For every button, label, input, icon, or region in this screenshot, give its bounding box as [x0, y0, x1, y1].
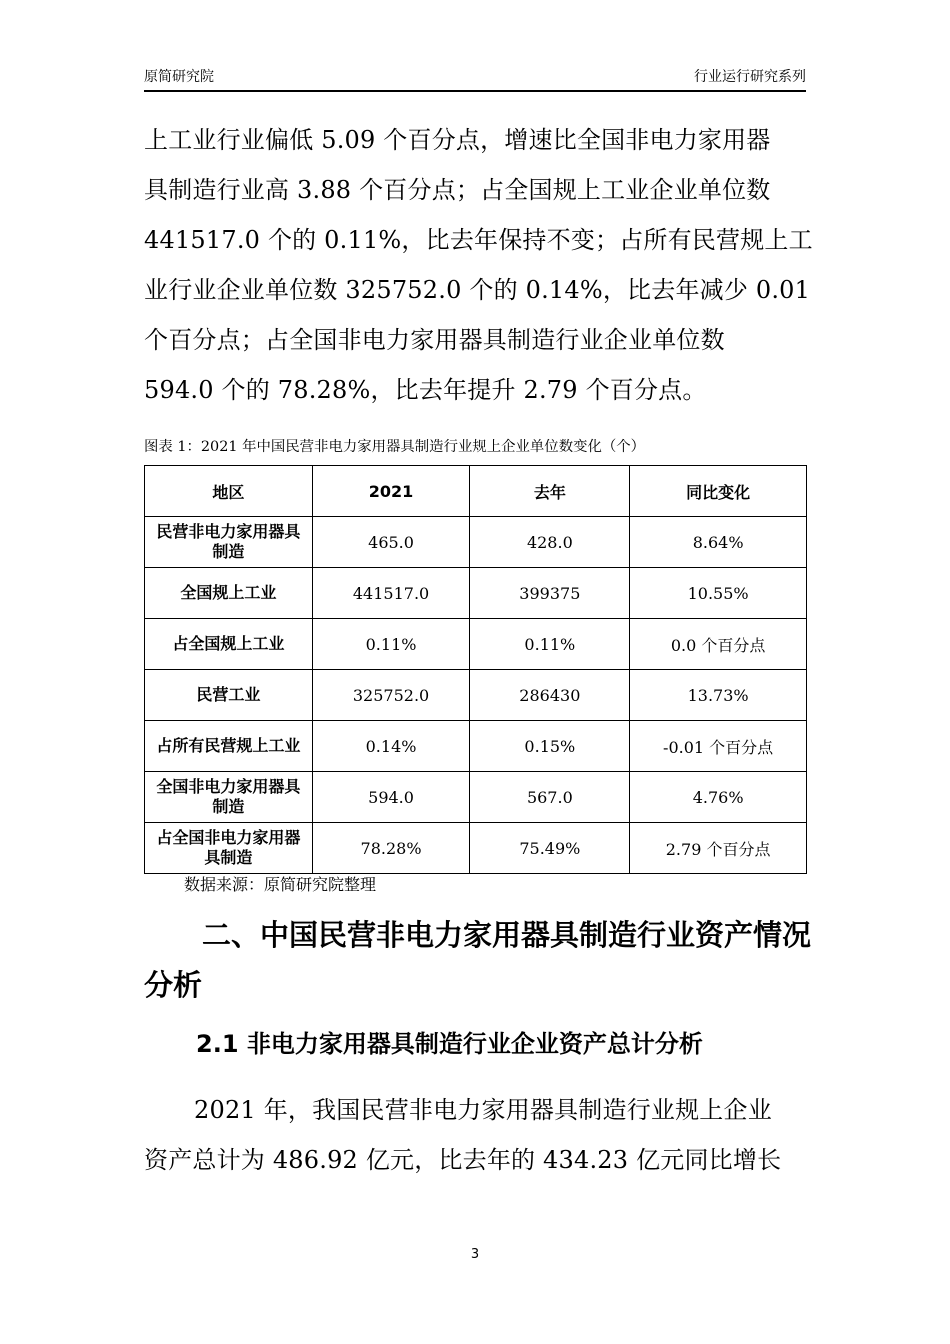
row-label: 全国非电力家用器具制造 [145, 772, 313, 823]
header-org: 原简研究院 [144, 69, 214, 85]
enterprise-count-table [144, 465, 807, 874]
table-row [145, 517, 807, 568]
cell-change: 13.73% [630, 670, 807, 721]
subsection-heading: 2.1 非电力家用器具制造行业企业资产总计分析 [196, 1030, 703, 1058]
row-label: 占全国非电力家用器具制造 [145, 823, 313, 874]
para-line: 资产总计为 486.92 亿元，比去年的 434.23 亿元同比增长 [144, 1146, 782, 1174]
cell-2021: 0.11% [312, 619, 470, 670]
table-row [145, 670, 807, 721]
cell-change: 2.79 个百分点 [630, 823, 807, 874]
intro-line: 业行业企业单位数 325752.0 个的 0.14%，比去年减少 0.01 [144, 276, 811, 304]
para-line: 2021 年，我国民营非电力家用器具制造行业规上企业 [194, 1096, 772, 1124]
cell-change: -0.01 个百分点 [630, 721, 807, 772]
table-row [145, 619, 807, 670]
page-number: 3 [470, 1247, 480, 1262]
intro-paragraph [144, 115, 813, 415]
table-row [145, 823, 807, 874]
col-header-region: 地区 [145, 466, 313, 517]
table-row [145, 568, 807, 619]
cell-last-year: 0.15% [470, 721, 630, 772]
cell-change: 4.76% [630, 772, 807, 823]
cell-change: 10.55% [630, 568, 807, 619]
col-header-2021: 2021 [312, 466, 470, 517]
cell-change: 0.0 个百分点 [630, 619, 807, 670]
cell-last-year: 286430 [470, 670, 630, 721]
table-source-note: 数据来源：原简研究院整理 [184, 875, 377, 894]
cell-last-year: 567.0 [470, 772, 630, 823]
cell-2021: 0.14% [312, 721, 470, 772]
cell-last-year: 428.0 [470, 517, 630, 568]
page-header [144, 64, 806, 92]
cell-last-year: 0.11% [470, 619, 630, 670]
table-row [145, 772, 807, 823]
row-label: 占所有民营规上工业 [145, 721, 313, 772]
intro-line: 594.0 个的 78.28%，比去年提升 2.79 个百分点。 [144, 376, 707, 404]
table-caption: 图表 1：2021 年中国民营非电力家用器具制造行业规上企业单位数变化（个） [144, 439, 646, 455]
cell-last-year: 75.49% [470, 823, 630, 874]
section-heading [144, 910, 812, 1010]
intro-line: 441517.0 个的 0.11%，比去年保持不变；占所有民营规上工 [144, 226, 813, 254]
row-label: 占全国规上工业 [145, 619, 313, 670]
cell-2021: 78.28% [312, 823, 470, 874]
col-header-yoy-change: 同比变化 [630, 466, 807, 517]
cell-last-year: 399375 [470, 568, 630, 619]
row-label: 民营工业 [145, 670, 313, 721]
cell-2021: 465.0 [312, 517, 470, 568]
intro-line: 个百分点；占全国非电力家用器具制造行业企业单位数 [144, 326, 725, 354]
table-header-row [145, 466, 807, 517]
header-series: 行业运行研究系列 [694, 69, 806, 85]
row-label: 全国规上工业 [145, 568, 313, 619]
row-label: 民营非电力家用器具制造 [145, 517, 313, 568]
cell-change: 8.64% [630, 517, 807, 568]
col-header-last-year: 去年 [470, 466, 630, 517]
cell-2021: 594.0 [312, 772, 470, 823]
table-row [145, 721, 807, 772]
assets-paragraph [144, 1085, 808, 1185]
intro-line: 具制造行业高 3.88 个百分点；占全国规上工业企业单位数 [144, 176, 771, 204]
cell-2021: 441517.0 [312, 568, 470, 619]
cell-2021: 325752.0 [312, 670, 470, 721]
intro-line: 上工业行业偏低 5.09 个百分点，增速比全国非电力家用器 [144, 126, 771, 154]
section-heading-line: 二、中国民营非电力家用器具制造行业资产情况 [202, 918, 812, 952]
section-heading-line: 分析 [144, 968, 203, 1002]
